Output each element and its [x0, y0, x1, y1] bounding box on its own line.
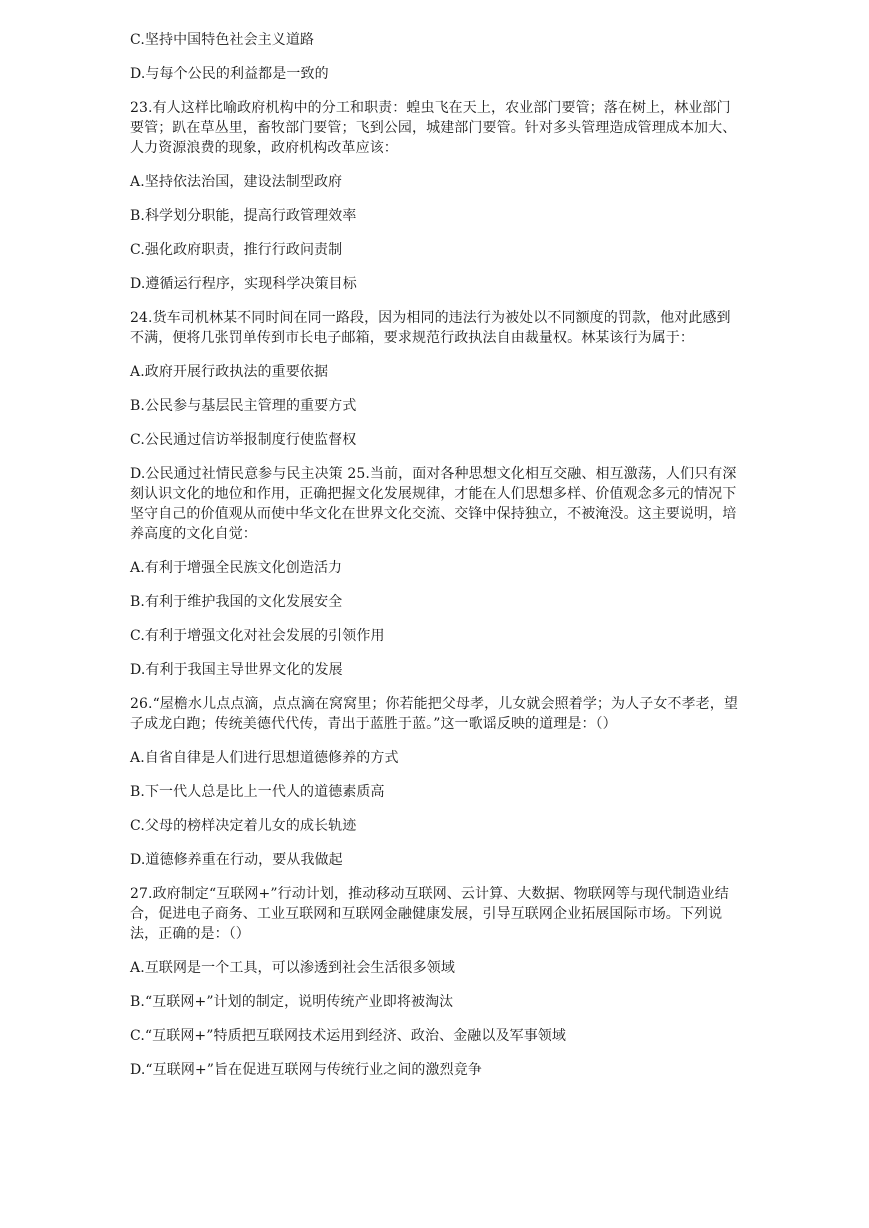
- option-23-d: D.遵循运行程序，实现科学决策目标: [130, 276, 357, 292]
- option-27-a: A.互联网是一个工具，可以渗透到社会生活很多领域: [130, 960, 455, 976]
- option-24-d-and-question-25: D.公民通过社情民意参与民主决策 25.当前，面对各种思想文化相互交融、相互激荡，人们只有深刻认识文化的地位和作用，正确把握文化发展规律，才能在人们思想多样、价值观念多元的情况下坚守自己的价值观从而使中华文化在世界文化交流、交锋中保持独立，不被淹没。这主要说明，培养高度的文化自觉：: [130, 466, 737, 542]
- option-22-d: D.与每个公民的利益都是一致的: [130, 66, 329, 82]
- option-26-b: B.下一代人总是比上一代人的道德素质高: [130, 784, 385, 800]
- option-24-c: C.公民通过信访举报制度行使监督权: [130, 432, 357, 448]
- option-24-b: B.公民参与基层民主管理的重要方式: [130, 398, 357, 414]
- option-23-b: B.科学划分职能，提高行政管理效率: [130, 208, 357, 224]
- option-26-d: D.道德修养重在行动，要从我做起: [130, 852, 343, 868]
- option-27-b: B.“互联网+”计划的制定，说明传统产业即将被淘汰: [130, 994, 454, 1010]
- document-page: [130, 30, 740, 1094]
- question-27: 27.政府制定“互联网+”行动计划，推动移动互联网、云计算、大数据、物联网等与现代制造业结合，促进电子商务、工业互联网和互联网金融健康发展，引导互联网企业拓展国际市场。下列说法，正确的是：（）: [130, 886, 729, 942]
- option-27-c: C.“互联网+”特质把互联网技术运用到经济、政治、金融以及军事领域: [130, 1028, 567, 1044]
- option-25-a: A.有利于增强全民族文化创造活力: [130, 560, 343, 576]
- question-24: 24.货车司机林某不同时间在同一路段，因为相同的违法行为被处以不同额度的罚款，他对此感到不满，便将几张罚单传到市长电子邮箱，要求规范行政执法自由裁量权。林某该行为属于：: [130, 310, 731, 346]
- option-26-a: A.自省自律是人们进行思想道德修养的方式: [130, 750, 399, 766]
- option-25-c: C.有利于增强文化对社会发展的引领作用: [130, 628, 385, 644]
- question-23: 23.有人这样比喻政府机构中的分工和职责：蝗虫飞在天上，农业部门要管；落在树上，林业部门要管；趴在草丛里，畜牧部门要管；飞到公园，城建部门要管。针对多头管理造成管理成本加大、人力资源浪费的现象，政府机构改革应该：: [130, 100, 737, 156]
- option-22-c: C.坚持中国特色社会主义道路: [130, 32, 315, 48]
- option-26-c: C.父母的榜样决定着儿女的成长轨迹: [130, 818, 357, 834]
- option-27-d: D.“互联网+”旨在促进互联网与传统行业之间的激烈竞争: [130, 1062, 482, 1078]
- option-25-d: D.有利于我国主导世界文化的发展: [130, 662, 343, 678]
- option-25-b: B.有利于维护我国的文化发展安全: [130, 594, 343, 610]
- option-23-c: C.强化政府职责，推行行政问责制: [130, 242, 343, 258]
- option-23-a: A.坚持依法治国，建设法制型政府: [130, 174, 343, 190]
- option-24-a: A.政府开展行政执法的重要依据: [130, 364, 329, 380]
- question-26: 26.“屋檐水儿点点滴，点点滴在窝窝里；你若能把父母孝，儿女就会照着学；为人子女不孝老，望子成龙白跑；传统美德代代传，青出于蓝胜于蓝。”这一歌谣反映的道理是：（）: [130, 696, 738, 732]
